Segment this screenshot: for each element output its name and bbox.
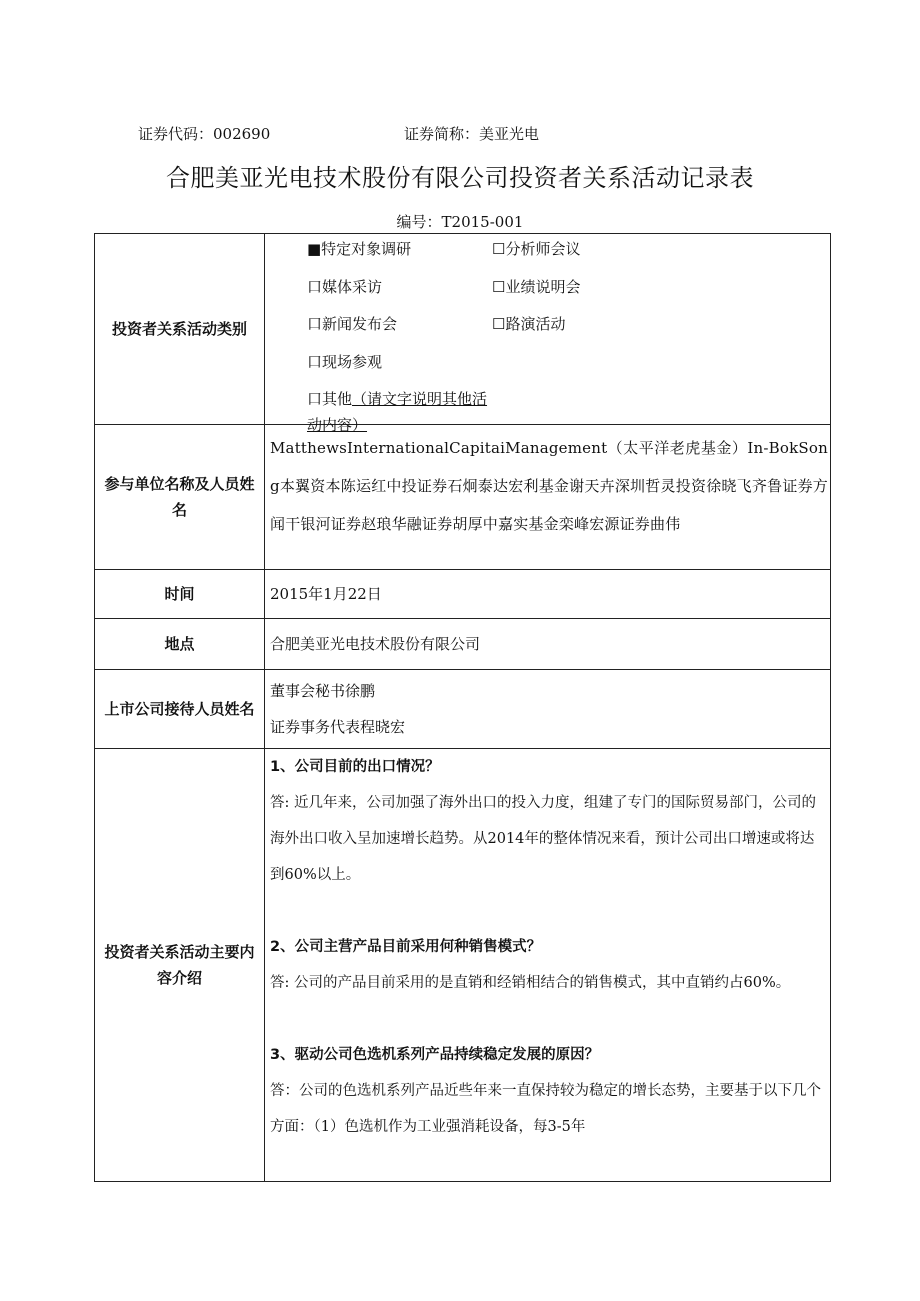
option-earnings-briefing: ☐业绩说明会 <box>492 277 581 296</box>
activity-type-options <box>265 234 831 434</box>
spacer <box>270 1001 828 1037</box>
location-value: 合肥美亚光电技术股份有限公司 <box>265 618 831 669</box>
participants-cell <box>265 424 831 569</box>
answer-2: 答: 公司的产品目前采用的是直销和经销相结合的销售模式，其中直销约占60%。 <box>270 974 791 991</box>
stock-code: 证券代码：002690 <box>138 125 271 143</box>
participants-label: 参与单位名称及人员姓名 <box>95 424 265 569</box>
row-content <box>95 748 831 1181</box>
question-3: 3、驱动公司色选机系列产品持续稳定发展的原因？ <box>270 1046 600 1063</box>
question-2: 2、公司主营产品目前采用何种销售模式？ <box>270 938 542 955</box>
option-site-visit: 口现场参观 <box>307 352 383 371</box>
option-other-prefix: 口其他 <box>307 390 353 408</box>
content-label: 投资者关系活动主要内容介绍 <box>95 748 265 1181</box>
participants-value: MatthewsInternationalCapitaiManagement（太平洋老虎基金）In-BokSong本翼资本陈运红中投证券石炯泰达宏利基金谢天卉深圳哲灵投资徐晓飞齐鲁证券方闻干银河证券赵琅华融证券胡厚中嘉实基金栾峰宏源证券曲伟 <box>270 438 828 533</box>
content-cell <box>265 748 831 1181</box>
row-reception <box>95 669 831 748</box>
activity-type-label: 投资者关系活动类别 <box>95 234 265 425</box>
row-location <box>95 618 831 669</box>
reception-person: 董事会秘书徐鹏 <box>270 681 376 700</box>
reception-label: 上市公司接待人员姓名 <box>95 669 265 748</box>
spacer <box>270 893 828 929</box>
option-press-conference: 口新闻发布会 <box>307 315 398 333</box>
serial-number: 编号：T2015-001 <box>396 213 524 231</box>
option-roadshow: ☐路演活动 <box>492 315 566 333</box>
reception-cell <box>265 669 831 748</box>
stock-abbreviation: 证券简称：美亚光电 <box>404 125 540 143</box>
row-time <box>95 569 831 618</box>
reception-person: 证券事务代表程晓宏 <box>270 717 406 736</box>
time-value: 2015年1月22日 <box>265 569 831 618</box>
option-media-interview: 口媒体采访 <box>307 277 383 296</box>
option-specific-research: ■特定对象调研 <box>307 240 412 258</box>
option-other-description: （请文字说明其他活动内容） <box>307 390 488 434</box>
answer-3: 答：公司的色选机系列产品近些年来一直保持较为稳定的增长态势，主要基于以下几个方面：（1）色选机作为工业强消耗设备，每3-5年 <box>270 1082 821 1135</box>
option-other <box>307 386 492 434</box>
row-activity-type <box>95 234 831 425</box>
answer-1: 答: 近几年来，公司加强了海外出口的投入力度，组建了专门的国际贸易部门，公司的海外出口收入呈加速增长趋势。从2014年的整体情况来看，预计公司出口增速或将达到60%以上。 <box>270 794 816 883</box>
document-title: 合肥美亚光电技术股份有限公司投资者关系活动记录表 <box>166 164 754 192</box>
location-label: 地点 <box>95 618 265 669</box>
row-participants <box>95 424 831 569</box>
time-label: 时间 <box>95 569 265 618</box>
activity-record-table <box>94 233 831 1182</box>
question-1: 1、公司目前的出口情况？ <box>270 758 440 775</box>
option-analyst-meeting: ☐分析师会议 <box>492 240 581 258</box>
